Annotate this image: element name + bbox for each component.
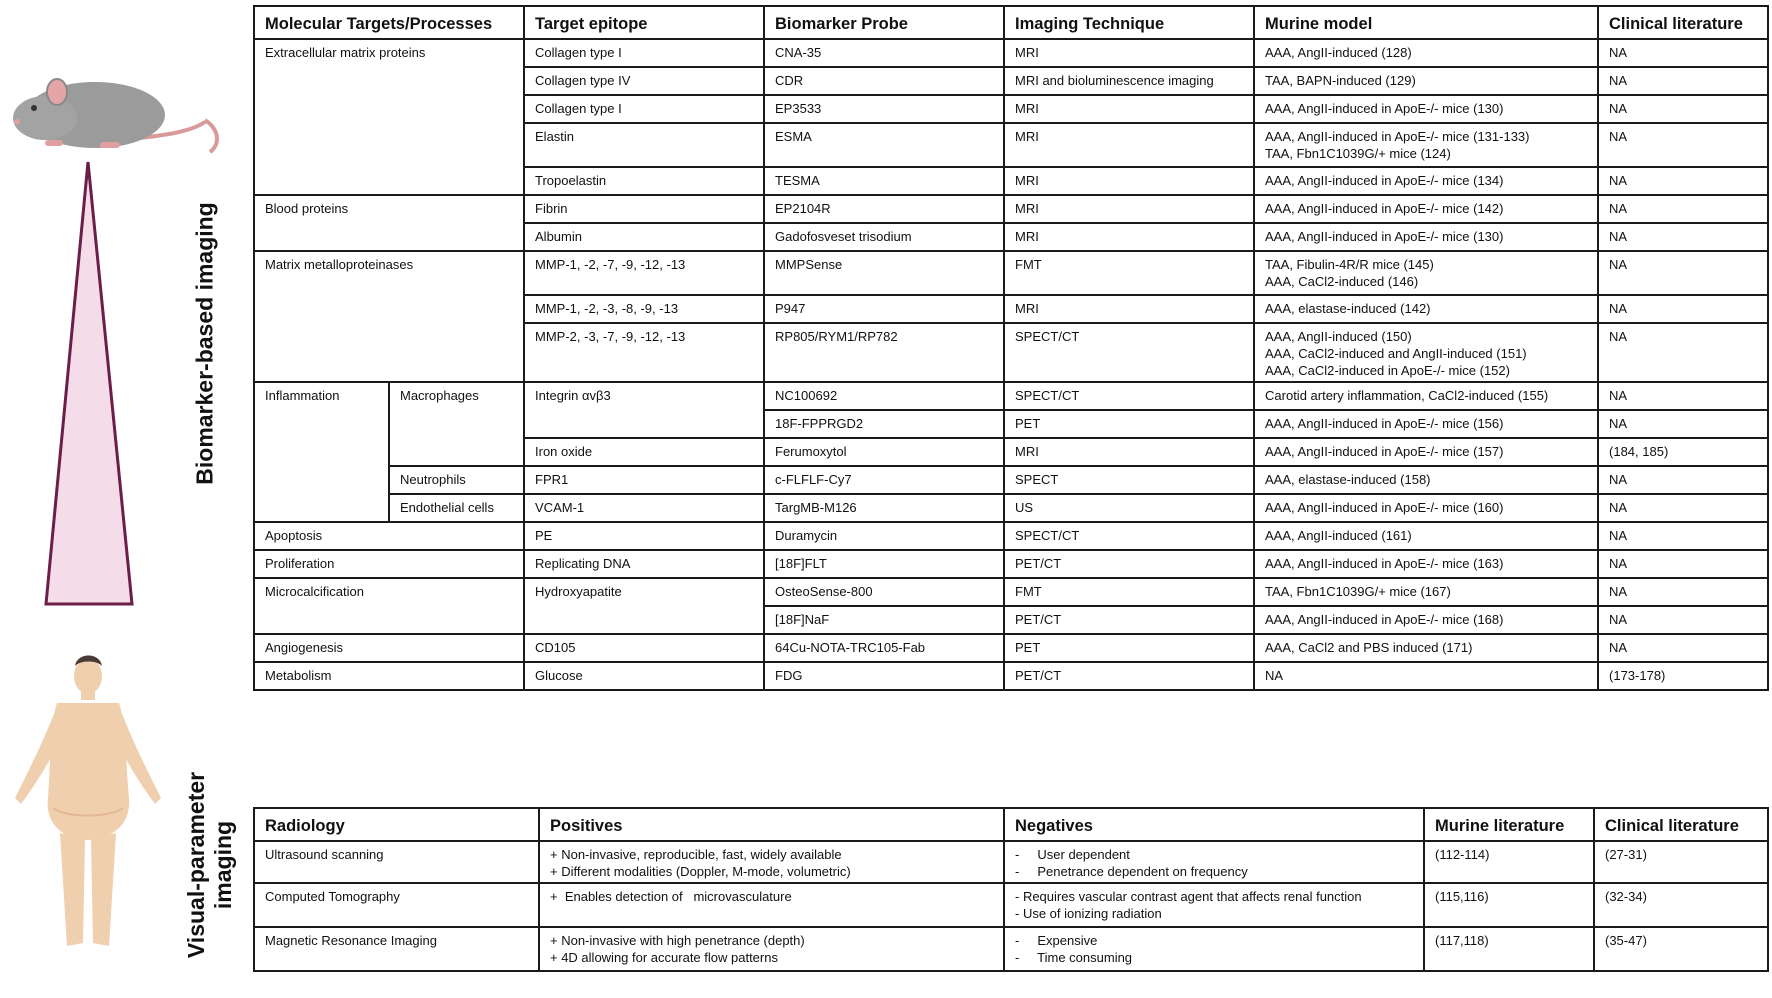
- murine-literature-cell: (117,118): [1424, 927, 1594, 971]
- murine-model-line: Carotid artery inflammation, CaCl2-induced (155): [1265, 388, 1549, 403]
- biomarker-probe-cell: [18F]FLT: [764, 550, 1004, 578]
- clinical-literature-cell: NA: [1598, 251, 1768, 295]
- murine-model-line: TAA, BAPN-induced (129): [1265, 73, 1416, 88]
- murine-model-cell: [1254, 251, 1598, 295]
- imaging-technique-cell: PET: [1004, 634, 1254, 662]
- clinical-literature-cell: NA: [1598, 223, 1768, 251]
- radiology-table: [253, 807, 1769, 972]
- header-murine-literature: Murine literature: [1424, 808, 1594, 841]
- murine-model-cell: [1254, 410, 1598, 438]
- table-row: [254, 494, 1768, 522]
- table-row: [254, 382, 1768, 410]
- group-cell-ecm: Extracellular matrix proteins: [254, 39, 524, 195]
- clinical-literature-cell: NA: [1598, 550, 1768, 578]
- biomarker-probe-cell: 18F-FPPRGD2: [764, 410, 1004, 438]
- imaging-technique-cell: MRI and bioluminescence imaging: [1004, 67, 1254, 95]
- positive-line: + Different modalities (Doppler, M-mode, volumetric): [550, 864, 851, 879]
- murine-model-cell: [1254, 634, 1598, 662]
- murine-model-line: AAA, AngII-induced in ApoE-/- mice (156): [1265, 416, 1504, 431]
- murine-model-line: AAA, AngII-induced in ApoE-/- mice (157): [1265, 444, 1504, 459]
- murine-literature-cell: (115,116): [1424, 883, 1594, 927]
- murine-model-line: AAA, AngII-induced in ApoE-/- mice (168): [1265, 612, 1504, 627]
- visual-label-line2: imaging: [210, 820, 236, 910]
- imaging-technique-cell: SPECT/CT: [1004, 522, 1254, 550]
- negatives-cell: [1004, 927, 1424, 971]
- clinical-literature-cell: (27-31): [1594, 841, 1768, 883]
- imaging-technique-cell: PET/CT: [1004, 550, 1254, 578]
- imaging-technique-cell: PET/CT: [1004, 662, 1254, 690]
- murine-model-line: AAA, AngII-induced in ApoE-/- mice (160): [1265, 500, 1504, 515]
- table-row: [254, 578, 1768, 606]
- header-target-epitope: Target epitope: [524, 6, 764, 39]
- human-illustration: [5, 648, 175, 958]
- group-cell-proliferation: Proliferation: [254, 550, 524, 578]
- biomarker-probe-cell: EP3533: [764, 95, 1004, 123]
- table-row: [254, 251, 1768, 295]
- clinical-literature-cell: NA: [1598, 167, 1768, 195]
- imaging-technique-cell: MRI: [1004, 39, 1254, 67]
- target-epitope-cell: Glucose: [524, 662, 764, 690]
- group-cell-microcalcification: Microcalcification: [254, 578, 524, 634]
- target-epitope-cell: Collagen type I: [524, 39, 764, 67]
- biomarker-probe-cell: CDR: [764, 67, 1004, 95]
- biomarker-probe-cell: OsteoSense-800: [764, 578, 1004, 606]
- table-row: [254, 39, 1768, 67]
- murine-model-cell: [1254, 167, 1598, 195]
- clinical-literature-cell: NA: [1598, 67, 1768, 95]
- table-row: [254, 662, 1768, 690]
- group-cell-apoptosis: Apoptosis: [254, 522, 524, 550]
- visual-parameter-imaging-label: [183, 770, 237, 960]
- clinical-literature-cell: NA: [1598, 606, 1768, 634]
- table-row: [254, 883, 1768, 927]
- header-radiology: Radiology: [254, 808, 539, 841]
- clinical-literature-cell: (184, 185): [1598, 438, 1768, 466]
- negative-line: - Penetrance dependent on frequency: [1015, 864, 1248, 879]
- table-row: [254, 195, 1768, 223]
- murine-model-cell: [1254, 382, 1598, 410]
- murine-model-cell: [1254, 223, 1598, 251]
- murine-model-line: AAA, AngII-induced in ApoE-/- mice (131-133): [1265, 129, 1530, 144]
- imaging-technique-cell: SPECT: [1004, 466, 1254, 494]
- biomarker-probe-cell: c-FLFLF-Cy7: [764, 466, 1004, 494]
- table-row: [254, 634, 1768, 662]
- target-epitope-cell: MMP-1, -2, -7, -9, -12, -13: [524, 251, 764, 295]
- biomarker-probe-cell: TESMA: [764, 167, 1004, 195]
- murine-model-line: AAA, CaCl2 and PBS induced (171): [1265, 640, 1473, 655]
- clinical-literature-cell: NA: [1598, 382, 1768, 410]
- murine-model-cell: [1254, 195, 1598, 223]
- murine-model-line: AAA, AngII-induced in ApoE-/- mice (142): [1265, 201, 1504, 216]
- biomarker-probe-cell: [18F]NaF: [764, 606, 1004, 634]
- target-epitope-cell: Collagen type I: [524, 95, 764, 123]
- murine-model-line: TAA, Fibulin-4R/R mice (145): [1265, 257, 1434, 272]
- radiology-modality-cell: Magnetic Resonance Imaging: [254, 927, 539, 971]
- negative-line: - Expensive: [1015, 933, 1098, 948]
- imaging-technique-cell: PET: [1004, 410, 1254, 438]
- murine-literature-cell: (112-114): [1424, 841, 1594, 883]
- header-clinical-literature: Clinical literature: [1598, 6, 1768, 39]
- clinical-literature-cell: (173-178): [1598, 662, 1768, 690]
- clinical-literature-cell: NA: [1598, 466, 1768, 494]
- imaging-technique-cell: FMT: [1004, 251, 1254, 295]
- murine-model-cell: [1254, 494, 1598, 522]
- positive-line: + Non-invasive with high penetrance (depth): [550, 933, 805, 948]
- biomarker-imaging-label: Biomarker-based imaging: [191, 202, 218, 485]
- biomarker-probe-cell: FDG: [764, 662, 1004, 690]
- biomarker-probe-cell: NC100692: [764, 382, 1004, 410]
- imaging-technique-cell: MRI: [1004, 167, 1254, 195]
- positives-cell: [539, 927, 1004, 971]
- murine-model-line: NA: [1265, 668, 1284, 683]
- murine-model-line: AAA, elastase-induced (158): [1265, 472, 1431, 487]
- group-cell-metabolism: Metabolism: [254, 662, 524, 690]
- table-row: [254, 522, 1768, 550]
- target-epitope-cell: Elastin: [524, 123, 764, 167]
- imaging-technique-cell: PET/CT: [1004, 606, 1254, 634]
- target-epitope-cell: FPR1: [524, 466, 764, 494]
- negative-line: - Time consuming: [1015, 950, 1133, 965]
- murine-model-cell: [1254, 39, 1598, 67]
- negative-line: - Requires vascular contrast agent that affects renal function: [1015, 889, 1362, 904]
- clinical-literature-cell: NA: [1598, 39, 1768, 67]
- target-epitope-cell: Iron oxide: [524, 438, 764, 466]
- clinical-literature-cell: NA: [1598, 123, 1768, 167]
- murine-model-line: AAA, AngII-induced (128): [1265, 45, 1412, 60]
- negatives-cell: [1004, 841, 1424, 883]
- biomarker-probe-cell: Ferumoxytol: [764, 438, 1004, 466]
- group-cell-inflammation: Inflammation: [254, 382, 389, 522]
- positives-cell: [539, 883, 1004, 927]
- group-cell-angiogenesis: Angiogenesis: [254, 634, 524, 662]
- biomarker-probe-cell: ESMA: [764, 123, 1004, 167]
- biomarker-probe-cell: EP2104R: [764, 195, 1004, 223]
- positive-line: + Enables detection of microvasculature: [550, 889, 792, 904]
- murine-model-line: AAA, CaCl2-induced (146): [1265, 274, 1419, 289]
- radiology-modality-cell: Ultrasound scanning: [254, 841, 539, 883]
- target-epitope-cell: Albumin: [524, 223, 764, 251]
- target-epitope-cell: Integrin αvβ3: [524, 382, 764, 438]
- positive-line: + 4D allowing for accurate flow patterns: [550, 950, 778, 965]
- biomarker-probe-cell: RP805/RYM1/RP782: [764, 323, 1004, 382]
- murine-model-cell: [1254, 606, 1598, 634]
- murine-model-cell: [1254, 438, 1598, 466]
- table-row: [254, 927, 1768, 971]
- mouse-illustration: [5, 60, 225, 155]
- biomarker-table: [253, 5, 1769, 691]
- header-imaging-technique: Imaging Technique: [1004, 6, 1254, 39]
- target-epitope-cell: CD105: [524, 634, 764, 662]
- murine-model-line: AAA, AngII-induced in ApoE-/- mice (130): [1265, 229, 1504, 244]
- murine-model-cell: [1254, 578, 1598, 606]
- murine-model-cell: [1254, 67, 1598, 95]
- header-biomarker-probe: Biomarker Probe: [764, 6, 1004, 39]
- clinical-literature-cell: NA: [1598, 95, 1768, 123]
- murine-model-line: AAA, CaCl2-induced in ApoE-/- mice (152): [1265, 363, 1510, 378]
- clinical-literature-cell: NA: [1598, 195, 1768, 223]
- clinical-literature-cell: (32-34): [1594, 883, 1768, 927]
- negative-line: - User dependent: [1015, 847, 1130, 862]
- group-cell-macrophages: Macrophages: [389, 382, 524, 466]
- target-epitope-cell: PE: [524, 522, 764, 550]
- target-epitope-cell: Hydroxyapatite: [524, 578, 764, 634]
- clinical-literature-cell: NA: [1598, 295, 1768, 323]
- triangle-gradient-icon: [40, 158, 140, 608]
- imaging-technique-cell: MRI: [1004, 123, 1254, 167]
- clinical-literature-cell: NA: [1598, 410, 1768, 438]
- murine-model-cell: [1254, 522, 1598, 550]
- table-row: [254, 550, 1768, 578]
- murine-model-cell: [1254, 662, 1598, 690]
- negatives-cell: [1004, 883, 1424, 927]
- negative-line: - Use of ionizing radiation: [1015, 906, 1162, 921]
- target-epitope-cell: MMP-1, -2, -3, -8, -9, -13: [524, 295, 764, 323]
- murine-model-line: AAA, AngII-induced in ApoE-/- mice (163): [1265, 556, 1504, 571]
- header-molecular-targets: Molecular Targets/Processes: [254, 6, 524, 39]
- murine-model-line: AAA, AngII-induced (161): [1265, 528, 1412, 543]
- imaging-technique-cell: MRI: [1004, 438, 1254, 466]
- positives-cell: [539, 841, 1004, 883]
- imaging-technique-cell: SPECT/CT: [1004, 382, 1254, 410]
- target-epitope-cell: Tropoelastin: [524, 167, 764, 195]
- imaging-technique-cell: US: [1004, 494, 1254, 522]
- biomarker-probe-cell: Gadofosveset trisodium: [764, 223, 1004, 251]
- murine-model-line: TAA, Fbn1C1039G/+ mice (167): [1265, 584, 1451, 599]
- table-header-row: [254, 808, 1768, 841]
- imaging-technique-cell: MRI: [1004, 195, 1254, 223]
- group-cell-blood: Blood proteins: [254, 195, 524, 251]
- target-epitope-cell: Replicating DNA: [524, 550, 764, 578]
- clinical-literature-cell: (35-47): [1594, 927, 1768, 971]
- murine-model-line: TAA, Fbn1C1039G/+ mice (124): [1265, 146, 1451, 161]
- murine-model-cell: [1254, 550, 1598, 578]
- group-cell-endothelial: Endothelial cells: [389, 494, 524, 522]
- target-epitope-cell: Collagen type IV: [524, 67, 764, 95]
- imaging-technique-cell: MRI: [1004, 95, 1254, 123]
- target-epitope-cell: MMP-2, -3, -7, -9, -12, -13: [524, 323, 764, 382]
- group-cell-mmp: Matrix metalloproteinases: [254, 251, 524, 382]
- triangle-shape: [46, 162, 132, 604]
- murine-model-cell: [1254, 95, 1598, 123]
- clinical-literature-cell: NA: [1598, 634, 1768, 662]
- clinical-literature-cell: NA: [1598, 494, 1768, 522]
- table-row: [254, 841, 1768, 883]
- biomarker-probe-cell: 64Cu-NOTA-TRC105-Fab: [764, 634, 1004, 662]
- target-epitope-cell: Fibrin: [524, 195, 764, 223]
- murine-model-line: AAA, elastase-induced (142): [1265, 301, 1431, 316]
- radiology-modality-cell: Computed Tomography: [254, 883, 539, 927]
- imaging-technique-cell: FMT: [1004, 578, 1254, 606]
- target-epitope-cell: VCAM-1: [524, 494, 764, 522]
- visual-label-line1: Visual-parameter: [183, 771, 209, 959]
- imaging-technique-cell: SPECT/CT: [1004, 323, 1254, 382]
- header-positives: Positives: [539, 808, 1004, 841]
- imaging-technique-cell: MRI: [1004, 223, 1254, 251]
- murine-model-line: AAA, CaCl2-induced and AngII-induced (151): [1265, 346, 1527, 361]
- murine-model-cell: [1254, 295, 1598, 323]
- imaging-technique-cell: MRI: [1004, 295, 1254, 323]
- header-murine-model: Murine model: [1254, 6, 1598, 39]
- header-negatives: Negatives: [1004, 808, 1424, 841]
- clinical-literature-cell: NA: [1598, 578, 1768, 606]
- clinical-literature-cell: NA: [1598, 323, 1768, 382]
- biomarker-probe-cell: MMPSense: [764, 251, 1004, 295]
- table-row: [254, 466, 1768, 494]
- biomarker-probe-cell: TargMB-M126: [764, 494, 1004, 522]
- murine-model-cell: [1254, 466, 1598, 494]
- group-cell-neutrophils: Neutrophils: [389, 466, 524, 494]
- murine-model-cell: [1254, 323, 1598, 382]
- clinical-literature-cell: NA: [1598, 522, 1768, 550]
- murine-model-line: AAA, AngII-induced (150): [1265, 329, 1412, 344]
- murine-model-line: AAA, AngII-induced in ApoE-/- mice (130): [1265, 101, 1504, 116]
- header-clinical-literature: Clinical literature: [1594, 808, 1768, 841]
- positive-line: + Non-invasive, reproducible, fast, widely available: [550, 847, 842, 862]
- biomarker-probe-cell: Duramycin: [764, 522, 1004, 550]
- table-header-row: [254, 6, 1768, 39]
- murine-model-cell: [1254, 123, 1598, 167]
- murine-model-line: AAA, AngII-induced in ApoE-/- mice (134): [1265, 173, 1504, 188]
- biomarker-probe-cell: P947: [764, 295, 1004, 323]
- biomarker-probe-cell: CNA-35: [764, 39, 1004, 67]
